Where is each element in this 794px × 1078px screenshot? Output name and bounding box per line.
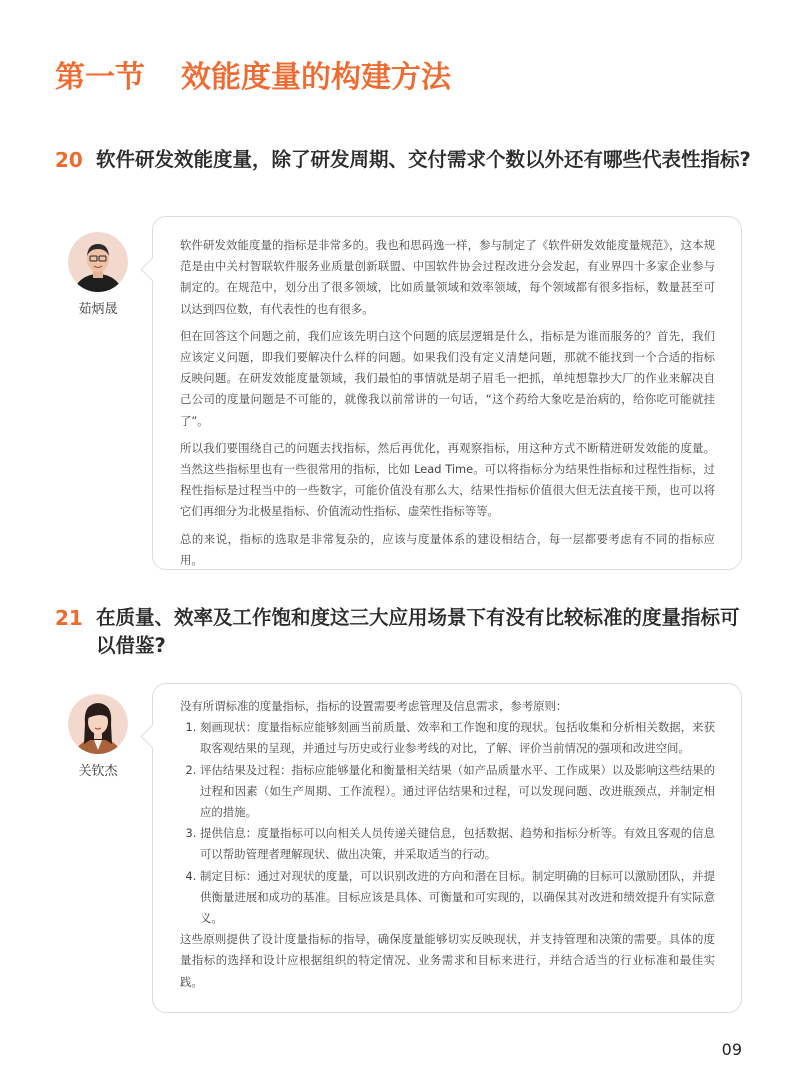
avatar-ru-bingsheng (68, 232, 128, 292)
section-label: 第一节 (55, 60, 145, 95)
question-number: 20 (55, 148, 83, 172)
question-21 (55, 604, 755, 660)
answer-paragraph: 但在回答这个问题之前，我们应该先明白这个问题的底层逻辑是什么，指标是为谁而服务的？首先，我们应该定义问题，即我们要解决什么样的问题。如果我们没有定义清楚问题，那就不能找到一个合适的指标反映问题。在研发效能度量领域，我们最怕的事情就是胡子眉毛一把抓，单纯想靠抄大厂的作业来解决自己公司的度量问题是不可能的，就像我以前常讲的一句话，“这个药给大象吃是治病的，给你吃可能就挂了”。 (180, 328, 715, 428)
section-heading: 效能度量的构建方法 (181, 60, 451, 95)
list-item: 3. 提供信息：度量指标可以向相关人员传递关键信息，包括数据、趋势和指标分析等。有效且客观的信息可以帮助管理者理解现状、做出决策，并采取适当的行动。 (200, 823, 715, 865)
question-text: 在质量、效率及工作饱和度这三大应用场景下有没有比较标准的度量指标可以借鉴? (96, 606, 740, 657)
question-number: 21 (55, 606, 83, 630)
answer-paragraph: 软件研发效能度量的指标是非常多的。我也和思码逸一样，参与制定了《软件研发效能度量规范》，这本规范是由中关村智联软件服务业质量创新联盟、中国软件协会过程改进分会发起，有业界四十多家企业参与制定的。在规范中，划分出了很多领域，比如质量领域和效率领域，每个领域都有很多指标，数量甚至可以达到四位数，有代表性的也有很多。 (180, 238, 715, 316)
answer-conclusion: 这些原则提供了设计度量指标的指导，确保度量能够切实反映现状，并支持管理和决策的需要。具体的度量指标的选择和设计应根据组织的特定情况、业务需求和目标来进行，并结合适当的行业标准和最佳实践。 (180, 932, 715, 989)
answer-bubble-20 (152, 216, 742, 570)
list-item: 1. 刻画现状：度量指标应能够刻画当前质量、效率和工作饱和度的现状。包括收集和分析相关数据，来获取客观结果的呈现，并通过与历史或行业参考线的对比，了解、评价当前情况的强项和改进空间。 (200, 717, 715, 759)
question-20 (55, 146, 755, 174)
question-text: 软件研发效能度量，除了研发周期、交付需求个数以外还有哪些代表性指标? (96, 148, 751, 171)
author-name: 茹炳晟 (78, 302, 118, 317)
page-number: 09 (721, 1040, 742, 1059)
list-item: 4. 制定目标：通过对现状的度量，可以识别改进的方向和潜在目标。制定明确的目标可以激励团队，并提供衡量进展和成功的基准。目标应该是具体、可衡量和可实现的，以确保其对改进和绩效提升有实际意义。 (200, 866, 715, 930)
answer-intro: 没有所谓标准的度量指标，指标的设置需要考虑管理及信息需求，参考原则： (180, 699, 568, 713)
avatar-guan-qinjie (68, 694, 128, 754)
principles-list (180, 717, 715, 929)
answer-paragraph: 所以我们要围绕自己的问题去找指标，然后再优化，再观察指标，用这种方式不断精进研发效能的度量。当然这些指标里也有一些很常用的指标，比如 Lead Time。可以将指标分为结果性指标和过程性指标，过程性指标是过程当中的一些数字，可能价值没有那么大，结果性指标价值很大但无法直接干预，也可以将它们再细分为北极星指标、价值流动性指标、虚荣性指标等等。 (180, 440, 715, 519)
answer-bubble-21 (152, 683, 742, 1013)
author-name: 关钦杰 (78, 764, 118, 779)
answer-paragraph: 总的来说，指标的选取是非常复杂的，应该与度量体系的建设相结合，每一层都要考虑有不同的指标应用。 (180, 531, 715, 567)
list-item: 2. 评估结果及过程：指标应能够量化和衡量相关结果（如产品质量水平、工作成果）以及影响这些结果的过程和因素（如生产周期、工作流程）。通过评估结果和过程，可以发现问题、改进瓶颈点，并制定相应的措施。 (200, 760, 715, 824)
section-title (55, 58, 451, 98)
